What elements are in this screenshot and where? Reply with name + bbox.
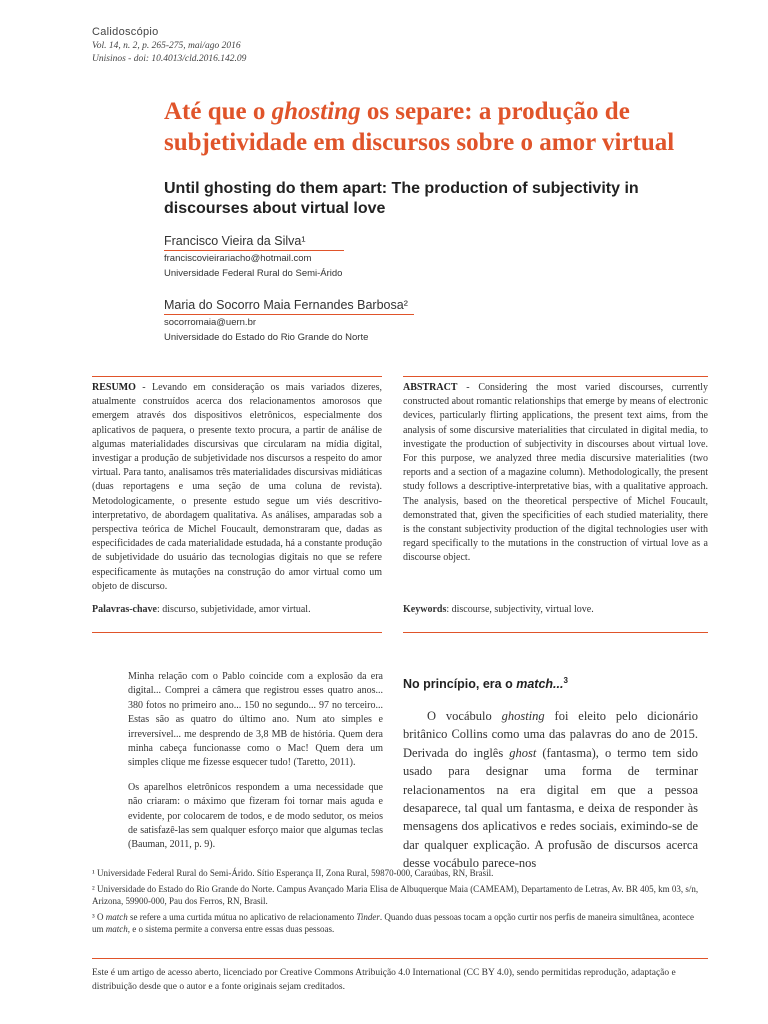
author-2-affiliation: Universidade do Estado do Rio Grande do Norte	[164, 332, 369, 343]
article-title-pt: Até que o ghosting os separe: a produção de subjetividade em discursos sobre o amor virtual	[164, 98, 675, 156]
author-2-underline	[164, 314, 414, 315]
abstract-top-rule	[403, 376, 708, 377]
abstract-bottom-rule	[403, 632, 708, 633]
author-1-affiliation: Universidade Federal Rural do Semi-Árido	[164, 268, 343, 279]
body-paragraph: O vocábulo ghosting foi eleito pelo dicionário britânico Collins como uma das palavras do ano de 2015. Derivada do inglês ghost (fantasma), o termo tem sido usado para designar uma forma de terminar relacionamentos na era digital em que a pessoa desaparece, tal qual um fantasma, e deixa de responder às mensagens dos aplicativos e redes sociais, eximindo-se de dar qualquer explicação. A profusão de discursos acerca desse vocábulo parece-nos	[403, 709, 698, 871]
footnote-1: ¹ Universidade Federal Rural do Semi-Árido. Sítio Esperança II, Zona Rural, 59870-000, Caraúbas, RN, Brasil.	[92, 868, 494, 878]
journal-name: Calidoscópio	[92, 26, 159, 38]
author-1-name: Francisco Vieira da Silva¹	[164, 234, 306, 248]
article-title-en: Until ghosting do them apart: The production of subjectivity in discourses about virtual love	[164, 180, 639, 217]
author-2-name: Maria do Socorro Maia Fernandes Barbosa²	[164, 298, 408, 312]
section-body	[403, 707, 698, 873]
epigraph-quote-2: Os aparelhos eletrônicos respondem a uma necessidade que não criaram: o máximo que fizeram foi tornar mais aguda e evidente, por colocarem de todos, e de modo sedutor, os meios de satisfazê-las sem qualquer esforço maior que algumas teclas (Bauman, 2011, p. 9).	[128, 781, 383, 851]
author-1-email[interactable]: franciscovieirariacho@hotmail.com	[164, 253, 312, 264]
author-1-underline	[164, 250, 344, 251]
license-text: Este é um artigo de acesso aberto, licenciado por Creative Commons Atribuição 4.0 International (CC BY 4.0), sendo permitidas reprodução, adaptação e distribuição desde que o autor e a fonte originais sejam creditados.	[92, 968, 676, 992]
resumo-top-rule	[92, 376, 382, 377]
journal-doi: Unisinos - doi: 10.4013/cld.2016.142.09	[92, 53, 247, 64]
author-2-email[interactable]: socorromaia@uern.br	[164, 317, 257, 328]
epigraph-quote-1: Minha relação com o Pablo coincide com a explosão da era digital... Comprei a câmera que registrou esses quatro anos... 380 fotos no primeiro ano... 150 no segundo... 97 no terceiro... Estas são as quatro do último ano. Num ato simples e irreversível... me desprendo de 3,8 MB de história. Quem dera minha cabeça funcionasse como o Mac! Quem dera um simples clique me fizesse esquecer tudo! (Taretto, 2011).	[128, 671, 383, 769]
journal-meta	[92, 40, 246, 65]
footnotes	[92, 868, 702, 940]
resumo-keywords: Palavras-chave: discurso, subjetividade, amor virtual.	[92, 604, 311, 615]
resumo-paragraph: RESUMO - Levando em consideração os mais variados dizeres, atualmente construídos acerca dos relacionamentos amorosos que emergem através dos dispositivos eletrônicos, especialmente dos aplicativos de paquera, o presente texto procura, a partir de análise de algumas materialidades discursivas que circularam na mídia digital, investigar a produção de subjetividade nos discursos a respeito do amor virtual. Para tanto, analisamos três materialidades discursivas midiáticas (duas reportagens e uma seção de uma coluna de revista). Metodologicamente, o presente estudo segue um viés descritivo-interpretativo, de abordagem qualitativa. As análises, amparadas sob a perspectiva teórica de Michel Foucault, demonstraram que, dadas as especificidades de cada materialidade estudada, há a constante produção de subjetividade do usuário das tecnologias digitais no que se refere especificamente às mutações na construção do amor virtual como um objeto de discurso.	[92, 382, 382, 592]
resumo-bottom-rule	[92, 632, 382, 633]
footnote-2: ² Universidade do Estado do Rio Grande do Norte. Campus Avançado Maria Elisa de Albuquerque Maia (CAMEAM), Departamento de Letras, Av. BR 405, km 03, s/n, Arizona, 59900-000, Pau dos Ferros, RN, Brasil.	[92, 884, 699, 906]
footnote-3: ³ O match se refere a uma curtida mútua no aplicativo de relacionamento Tinder. Quando duas pessoas tocam a opção curtir nos perfis de maneira simultânea, acontece um match, e o sistema permite a conversa entre essas duas pessoas.	[92, 912, 695, 934]
license-rule	[92, 958, 708, 959]
journal-volume: Vol. 14, n. 2, p. 265-275, mai/ago 2016	[92, 41, 241, 51]
abstract-paragraph: ABSTRACT - Considering the most varied discourses, currently constructed about romantic relationships that emerge by means of electronic devices, particularly flirting applications, the present text aims, from the analysis of some discursive materialities that circulated in digital media, to investigate the production of subjectivity in discourses about virtual love. For this purpose, we analyzed three media discursive materialities (two reports and a section of a magazine column). Methodologically, the present study follows a descriptive-interpretative bias, with a qualitative approach. The analysis, based on the theoretical perspective of Michel Foucault, demonstrated that, given the specificities of each studied materiality, there is the constant subjectivity production of the digital technologies user with regard specifically to the mutations in the construction of virtual love as a discourse object.	[403, 382, 708, 564]
abstract-keywords: Keywords: discourse, subjectivity, virtual love.	[403, 604, 594, 615]
epigraph	[128, 670, 383, 863]
section-heading: No princípio, era o match...$^3$	[403, 676, 568, 692]
